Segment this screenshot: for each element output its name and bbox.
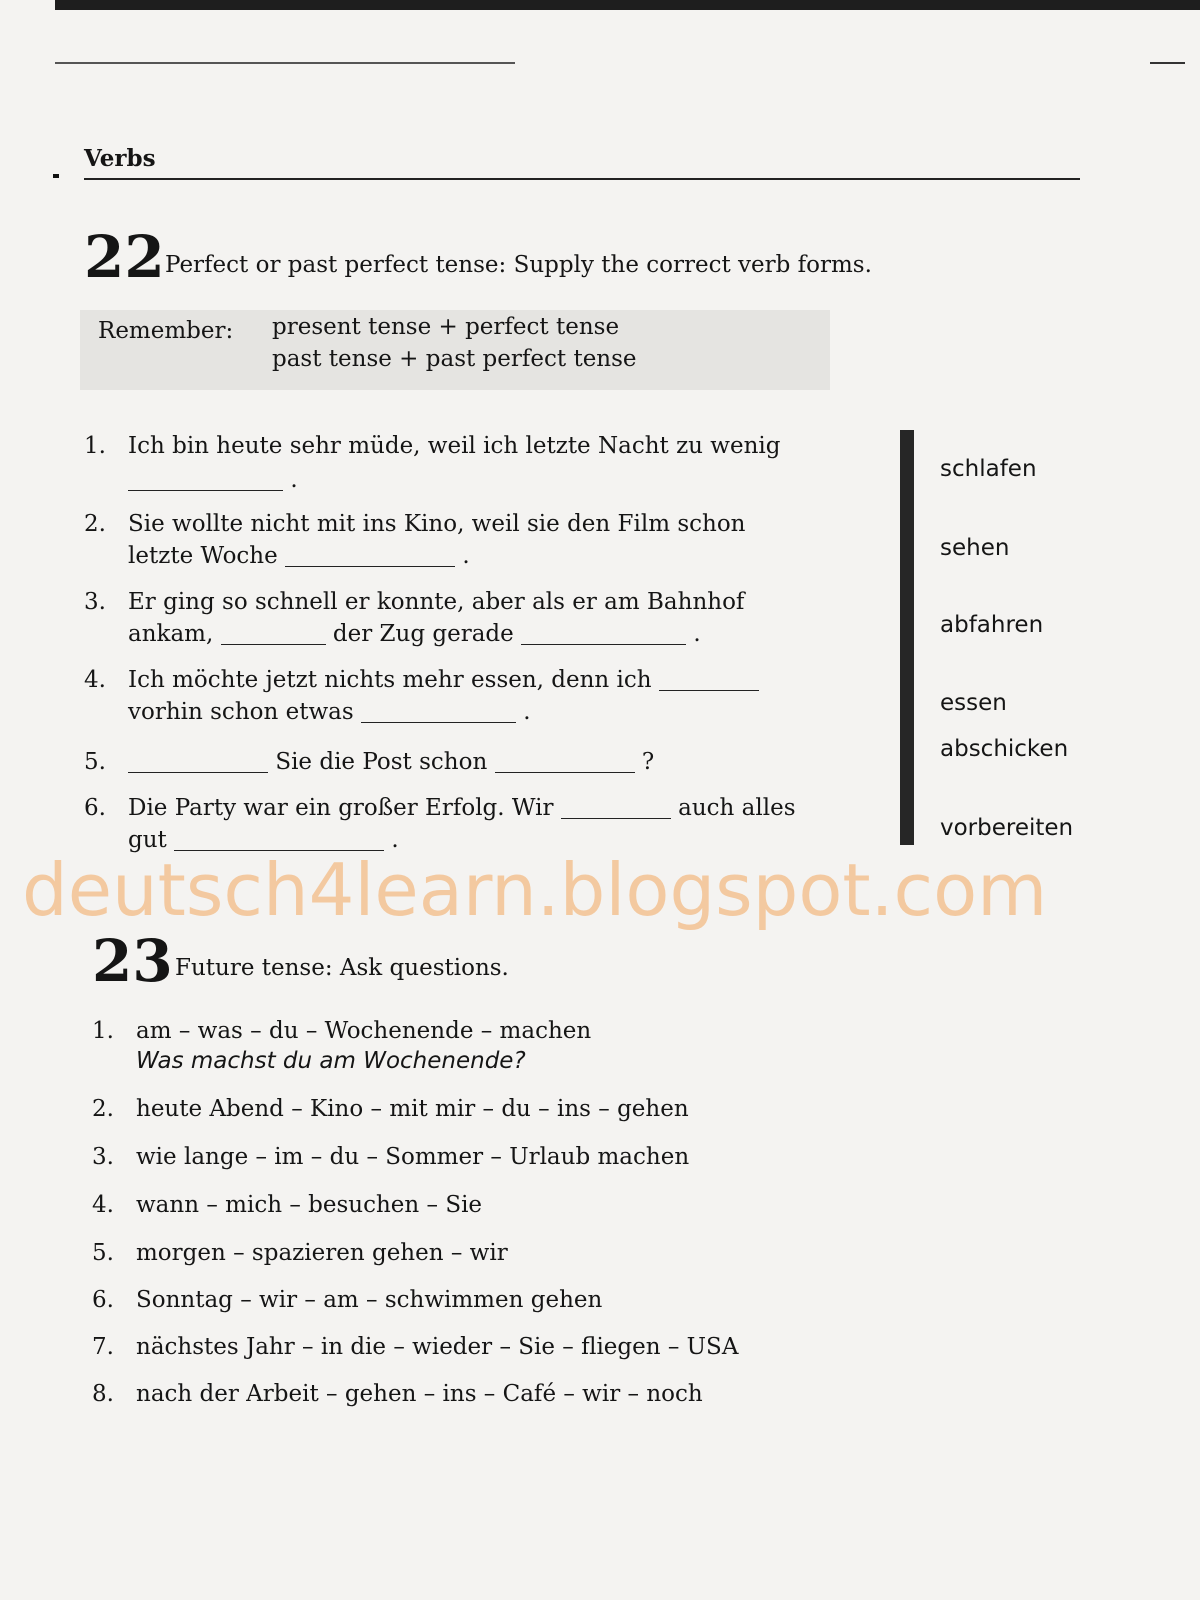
answer-blank[interactable]: [221, 622, 326, 645]
item-number: 5.: [84, 749, 106, 775]
verb-abfahren: abfahren: [940, 612, 1044, 638]
section-title: Verbs: [84, 145, 156, 172]
item-text: am – was – du – Wochenende – machen: [136, 1018, 592, 1044]
punctuation: .: [290, 467, 298, 493]
item-text: Sie die Post schon: [275, 749, 488, 775]
item-text: nach der Arbeit – gehen – ins – Café – wir – noch: [136, 1381, 703, 1407]
exercise-22-number: 22: [84, 223, 165, 291]
header-rule: [55, 62, 515, 64]
punctuation: .: [391, 827, 399, 853]
item-line-2: [128, 540, 470, 572]
punctuation: .: [693, 621, 701, 647]
item-line-2: [128, 696, 531, 728]
answer-blank[interactable]: [561, 796, 671, 819]
item-text: auch alles: [678, 795, 796, 821]
item-number: 7.: [92, 1334, 114, 1360]
item-text: nächstes Jahr – in die – wieder – Sie – fliegen – USA: [136, 1334, 739, 1360]
item-number: 2.: [84, 511, 106, 537]
answer-blank[interactable]: [128, 750, 268, 773]
example-answer: Was machst du am Wochenende?: [136, 1048, 526, 1074]
item-number: 2.: [92, 1096, 114, 1122]
item-line-2: [128, 618, 701, 650]
item-text: gut: [128, 827, 167, 853]
item-line-2: [128, 464, 298, 496]
punctuation: ?: [641, 749, 655, 775]
item-number: 4.: [84, 667, 106, 693]
answer-blank[interactable]: [521, 622, 686, 645]
item-text: wie lange – im – du – Sommer – Urlaub machen: [136, 1144, 690, 1170]
item-number: 3.: [84, 589, 106, 615]
exercise-23-title: Future tense: Ask questions.: [175, 955, 509, 981]
item-text: wann – mich – besuchen – Sie: [136, 1192, 483, 1218]
answer-blank[interactable]: [128, 468, 283, 491]
exercise-23-number: 23: [92, 927, 173, 995]
item-text: ankam,: [128, 621, 214, 647]
exercise-22-title: Perfect or past perfect tense: Supply the correct verb forms.: [165, 252, 872, 278]
verb-abschicken: abschicken: [940, 736, 1069, 762]
item-number: 1.: [92, 1018, 114, 1044]
item-text: Die Party war ein großer Erfolg. Wir: [128, 795, 554, 821]
item-number: 3.: [92, 1144, 114, 1170]
item-text: Ich möchte jetzt nichts mehr essen, denn ich: [128, 667, 652, 693]
verb-column-bar: [900, 430, 914, 845]
verb-schlafen: schlafen: [940, 456, 1037, 482]
watermark: deutsch4learn.blogspot.com: [22, 848, 1048, 932]
item-number: 6.: [92, 1287, 114, 1313]
top-border: [55, 0, 1200, 10]
item-text: der Zug gerade: [332, 621, 514, 647]
remember-label: Remember:: [98, 318, 234, 344]
item-text: Sie wollte nicht mit ins Kino, weil sie den Film schon: [128, 511, 746, 537]
item-line-1: [128, 664, 759, 696]
item-line-1: [128, 746, 654, 778]
remember-box: [80, 310, 830, 390]
item-text: Sonntag – wir – am – schwimmen gehen: [136, 1287, 603, 1313]
item-text: morgen – spazieren gehen – wir: [136, 1240, 508, 1266]
item-line-1: [128, 792, 796, 824]
answer-blank[interactable]: [361, 700, 516, 723]
answer-blank[interactable]: [495, 750, 635, 773]
verb-sehen: sehen: [940, 535, 1010, 561]
punctuation: .: [523, 699, 531, 725]
item-text: Ich bin heute sehr müde, weil ich letzte Nacht zu wenig: [128, 433, 781, 459]
item-number: 4.: [92, 1192, 114, 1218]
item-number: 5.: [92, 1240, 114, 1266]
answer-blank[interactable]: [285, 544, 455, 567]
item-text: vorhin schon etwas: [128, 699, 354, 725]
verb-vorbereiten: vorbereiten: [940, 815, 1074, 841]
item-number: 6.: [84, 795, 106, 821]
margin-mark: [1150, 62, 1185, 64]
verb-essen: essen: [940, 690, 1007, 716]
item-number: 1.: [84, 433, 106, 459]
item-text: heute Abend – Kino – mit mir – du – ins – gehen: [136, 1096, 689, 1122]
section-rule: [84, 178, 1080, 180]
punctuation: .: [462, 543, 470, 569]
item-text: Er ging so schnell er konnte, aber als er am Bahnhof: [128, 589, 745, 615]
item-text: letzte Woche: [128, 543, 278, 569]
answer-blank[interactable]: [659, 668, 759, 691]
margin-dot: [53, 174, 59, 178]
item-number: 8.: [92, 1381, 114, 1407]
remember-line-1: present tense + perfect tense: [272, 314, 620, 340]
remember-line-2: past tense + past perfect tense: [272, 346, 637, 372]
